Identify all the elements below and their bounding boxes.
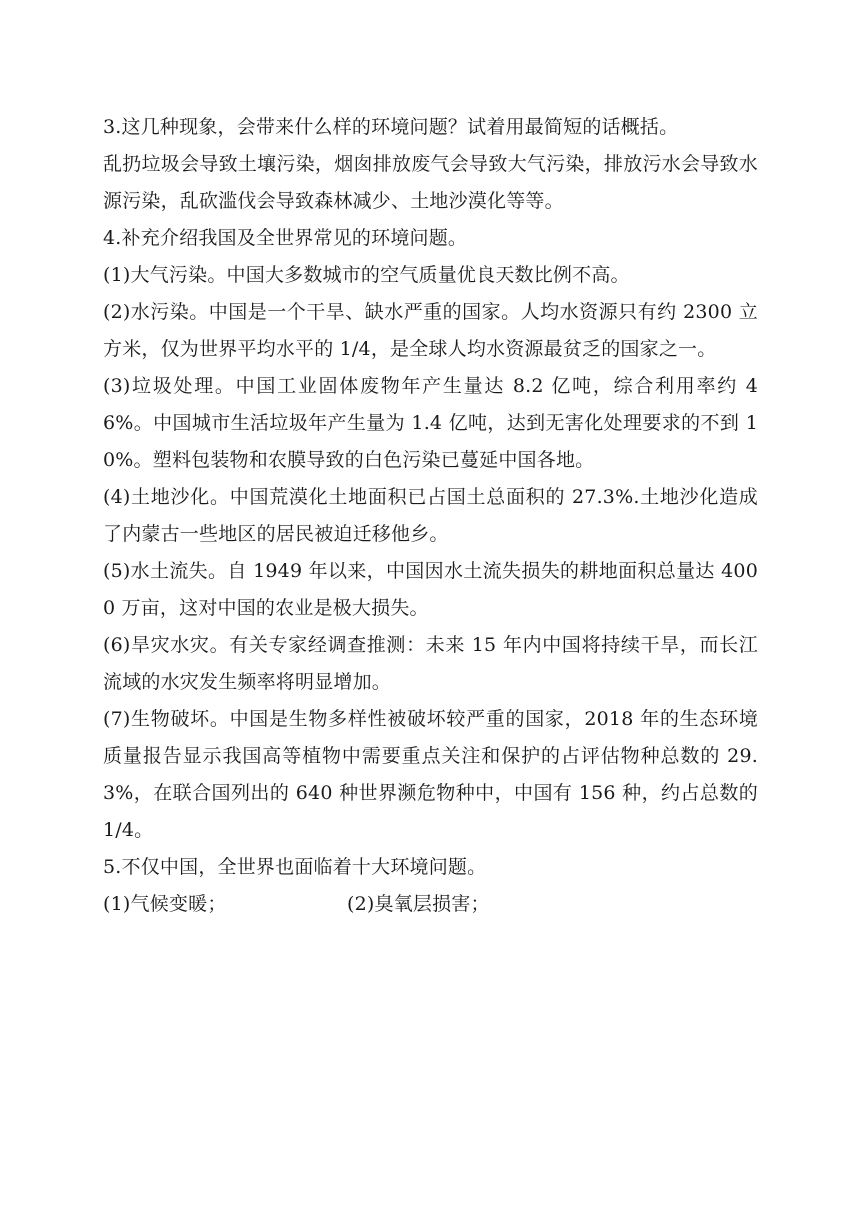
- item-soil-erosion: (5)水土流失。自 1949 年以来，中国因水土流失损失的耕地面积总量达 4000 万亩，这对中国的农业是极大损失。: [103, 560, 758, 619]
- item-water-pollution: (2)水污染。中国是一个干旱、缺水严重的国家。人均水资源只有约 2300 立方米，仅为世界平均水平的 1/4，是全球人均水资源最贫乏的国家之一。: [103, 301, 758, 360]
- item-waste-treatment: (3)垃圾处理。中国工业固体废物年产生量达 8.2 亿吨，综合利用率约 46%。中国城市生活垃圾年产生量为 1.4 亿吨，达到无害化处理要求的不到 10%。塑料包装物和农膜导致的白色污染已蔓延中国各地。: [103, 375, 758, 471]
- answer-3: 乱扔垃圾会导致土壤污染，烟囱排放废气会导致大气污染，排放污水会导致水源污染，乱砍滥伐会导致森林减少、土地沙漠化等等。: [103, 153, 758, 212]
- document-body: [103, 109, 758, 923]
- global-issue-climate: (1)气候变暖；: [103, 893, 227, 915]
- section-4-heading: 4.补充介绍我国及全世界常见的环境问题。: [103, 227, 468, 249]
- item-biodiversity: (7)生物破坏。中国是生物多样性被破坏较严重的国家，2018 年的生态环境质量报告显示我国高等植物中需要重点关注和保护的占评估物种总数的 29.3%，在联合国列出的 640 种世界濒危物种中，中国有 156 种，约占总数的 1/4。: [103, 708, 758, 841]
- item-drought-flood: (6)旱灾水灾。有关专家经调查推测：未来 15 年内中国将持续干旱，而长江流域的水灾发生频率将明显增加。: [103, 634, 758, 693]
- global-issue-ozone: (2)臭氧层损害；: [347, 893, 490, 915]
- global-issues-row: [103, 886, 758, 923]
- item-air-pollution: (1)大气污染。中国大多数城市的空气质量优良天数比例不高。: [103, 264, 630, 286]
- section-5-heading: 5.不仅中国，全世界也面临着十大环境问题。: [103, 856, 487, 878]
- item-desertification: (4)土地沙化。中国荒漠化土地面积已占国土总面积的 27.3%.土地沙化造成了内蒙古一些地区的居民被迫迁移他乡。: [103, 486, 758, 545]
- question-3: 3.这几种现象，会带来什么样的环境问题？试着用最简短的话概括。: [103, 116, 679, 138]
